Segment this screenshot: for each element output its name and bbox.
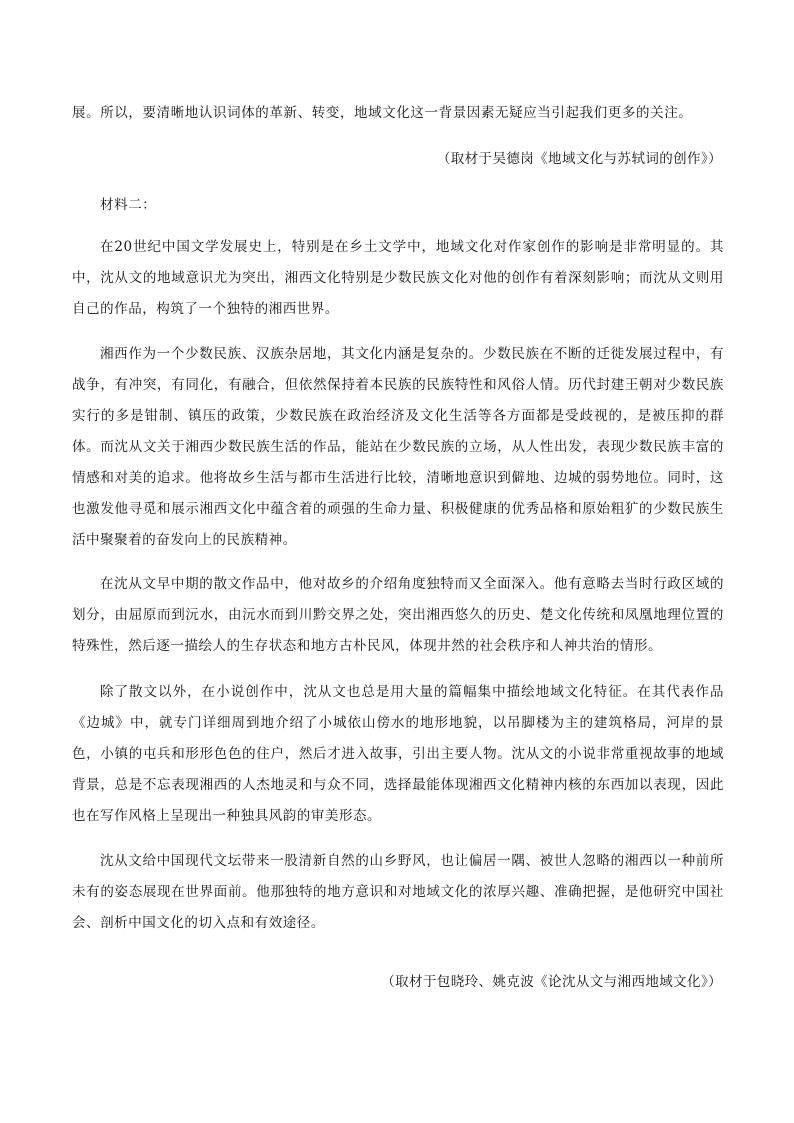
paragraph-4: 除了散文以外，在小说创作中，沈从文也总是用大量的篇幅集中描绘地域文化特征。在其代表作品《边城》中，就专门详细周到地介绍了小城依山傍水的地形地貌，以吊脚楼为主的建筑格局，河岸的景色，小镇的屯兵和形形色色的住户，然后才进入故事，引出主要人物。沈从文的小说非常重视故事的地域背景，总是不忘表现湘西的人杰地灵和与众不同，选择最能体现湘西文化精神内核的东西加以表现，因此也在写作风格上呈现出一种独具风韵的审美形态。 <box>72 684 724 824</box>
source-citation-1: （取材于吴德岗《地域文化与苏轼词的创作》） <box>436 151 722 167</box>
source-citation-2: （取材于包晓玲、姚克波《论沈从文与湘西地域文化》） <box>381 974 722 990</box>
paragraph-2: 湘西作为一个少数民族、汉族杂居地，其文化内涵是复杂的。少数民族在不断的迁徙发展过程中，有战争，有冲突，有同化，有融合，但依然保持着本民族的民族特性和风俗人情。历代封建王朝对少数民族实行的多是钳制、镇压的政策，少数民族在政治经济及文化生活等各方面都是受歧视的，是被压抑的群体。而沈从文关于湘西少数民族生活的作品，能站在少数民族的立场，从人性出发，表现少数民族丰富的情感和对美的追求。他将故乡生活与都市生活进行比较，清晰地意识到僻地、边城的弱势地位。同时，这也激发他寻觅和展示湘西文化中蕴含着的顽强的生命力量、积极健康的优秀品格和原始粗犷的少数民族生活中聚聚着的奋发向上的民族精神。 <box>72 346 724 548</box>
paragraph-3: 在沈从文早中期的散文作品中，他对故乡的介绍角度独特而又全面深入。他有意略去当时行政区域的划分，由屈原而到沅水，由沅水而到川黔交界之处，突出湘西悠久的历史、楚文化传统和凤凰地理位置的特殊性，然后逐一描绘人的生存状态和地方古朴民风，体现井然的社会秩序和人神共治的情形。 <box>72 576 724 654</box>
paragraph-1: 在20世纪中国文学发展史上，特别是在乡土文学中，地域文化对作家创作的影响是非常明显的。其中，沈从文的地域意识尤为突出，湘西文化特别是少数民族文化对他的创作有着深刻影响；而沈从文则用自己的作品，构筑了一个独特的湘西世界。 <box>72 239 724 317</box>
continuation-line: 展。所以，要清晰地认识词体的革新、转变，地域文化这一背景因素无疑应当引起我们更多的关注。 <box>72 105 693 121</box>
material-2-label: 材料二： <box>100 197 157 213</box>
paragraph-5: 沈从文给中国现代文坛带来一股清新自然的山乡野风，也让偏居一隅、被世人忽略的湘西以一种前所未有的姿态展现在世界面前。他那独特的地方意识和对地域文化的浓厚兴趣、准确把握，是他研究中国社会、剖析中国文化的切入点和有效途径。 <box>72 853 724 931</box>
